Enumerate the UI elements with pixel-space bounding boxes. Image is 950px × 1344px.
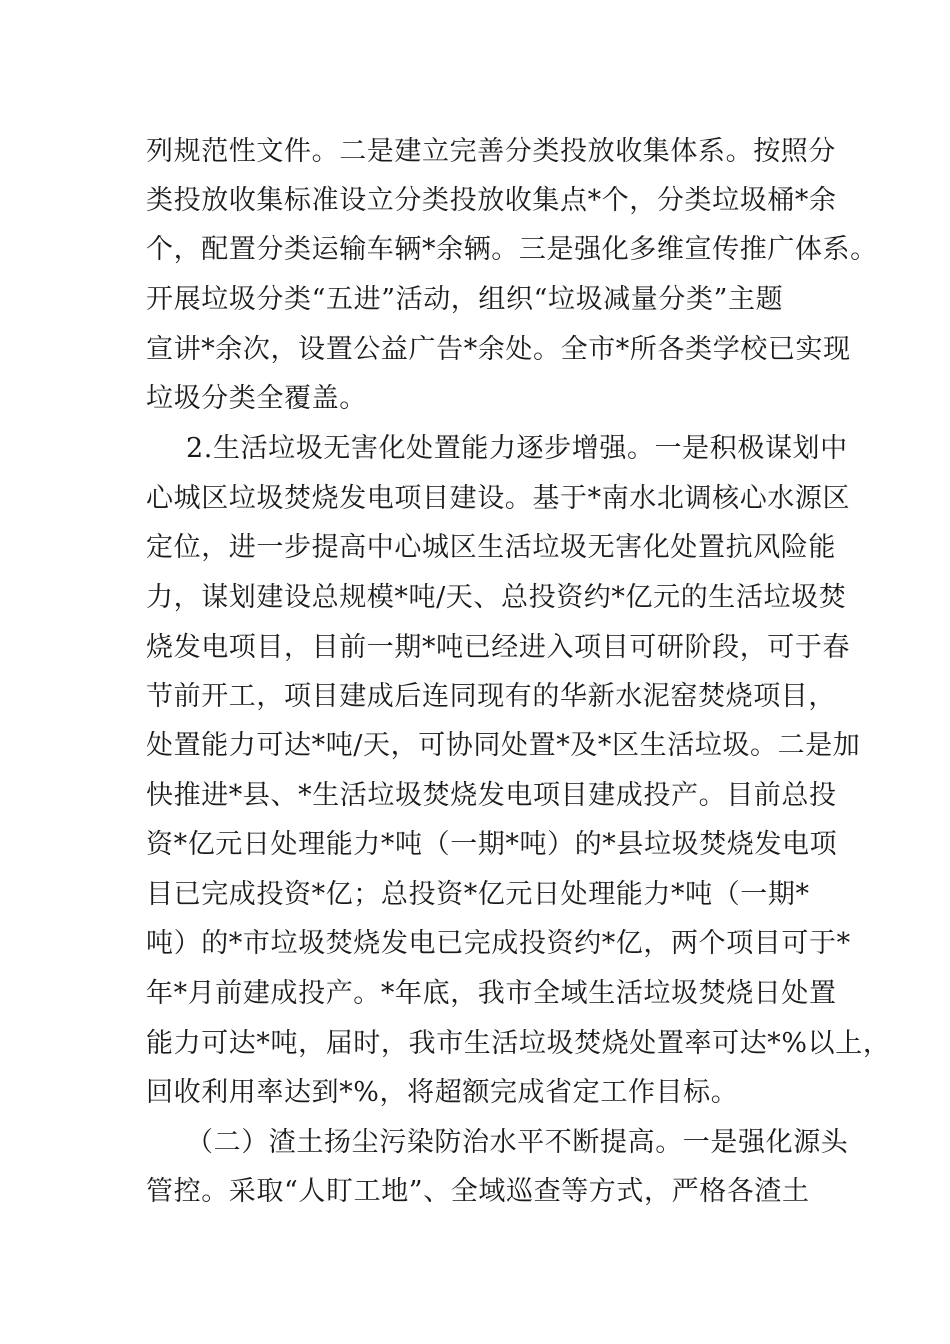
text-line-7: 2.生活垃圾无害化处置能力逐步增强。一是积极谋划中: [186, 433, 848, 464]
text-line-4: 开展垃圾分类“五进”活动，组织“垃圾减量分类”主题: [146, 284, 784, 315]
text-line-5: 宣讲*余次，设置公益广告*余处。全市*所各类学校已实现: [146, 334, 851, 365]
text-line-21: （二）渣土扬尘污染防治水平不断提高。一是强化源头: [186, 1127, 849, 1158]
text-line-9: 定位，进一步提高中心城区生活垃圾无害化处置抗风险能: [146, 532, 836, 563]
text-line-6: 垃圾分类全覆盖。: [146, 383, 367, 414]
text-line-22: 管控。采取“人盯工地”、全域巡查等方式，严格各渣土: [146, 1176, 810, 1207]
text-line-3: 个，配置分类运输车辆*余辆。三是强化多维宣传推广体系。: [146, 234, 878, 265]
text-line-20: 回收利用率达到*%，将超额完成省定工作目标。: [146, 1077, 739, 1108]
text-line-19: 能力可达*吨，届时，我市生活垃圾焚烧处置率可达*%以上，: [146, 1028, 891, 1059]
text-line-13: 处置能力可达*吨/天，可协同处置*及*区生活垃圾。二是加: [146, 730, 861, 761]
text-line-12: 节前开工，项目建成后连同现有的华新水泥窑焚烧项目，: [146, 681, 836, 712]
text-line-11: 烧发电项目，目前一期*吨已经进入项目可研阶段，可于春: [146, 632, 851, 663]
text-line-1: 列规范性文件。二是建立完善分类投放收集体系。按照分: [146, 136, 836, 167]
text-line-18: 年*月前建成投产。*年底，我市全域生活垃圾焚烧日处置: [146, 978, 837, 1009]
text-line-8: 心城区垃圾焚烧发电项目建设。基于*南水北调核心水源区: [146, 483, 851, 514]
text-line-16: 目已完成投资*亿；总投资*亿元日处理能力*吨（一期*: [146, 879, 810, 910]
text-line-2: 类投放收集标准设立分类投放收集点*个，分类垃圾桶*余: [146, 185, 837, 216]
text-line-14: 快推进*县、*生活垃圾焚烧发电项目建成投产。目前总投: [146, 780, 837, 811]
text-line-15: 资*亿元日处理能力*吨（一期*吨）的*县垃圾焚烧发电项: [146, 829, 838, 860]
text-line-17: 吨）的*市垃圾焚烧发电已完成投资约*亿，两个项目可于*: [146, 928, 851, 959]
text-line-10: 力，谋划建设总规模*吨/天、总投资约*亿元的生活垃圾焚: [146, 582, 847, 613]
